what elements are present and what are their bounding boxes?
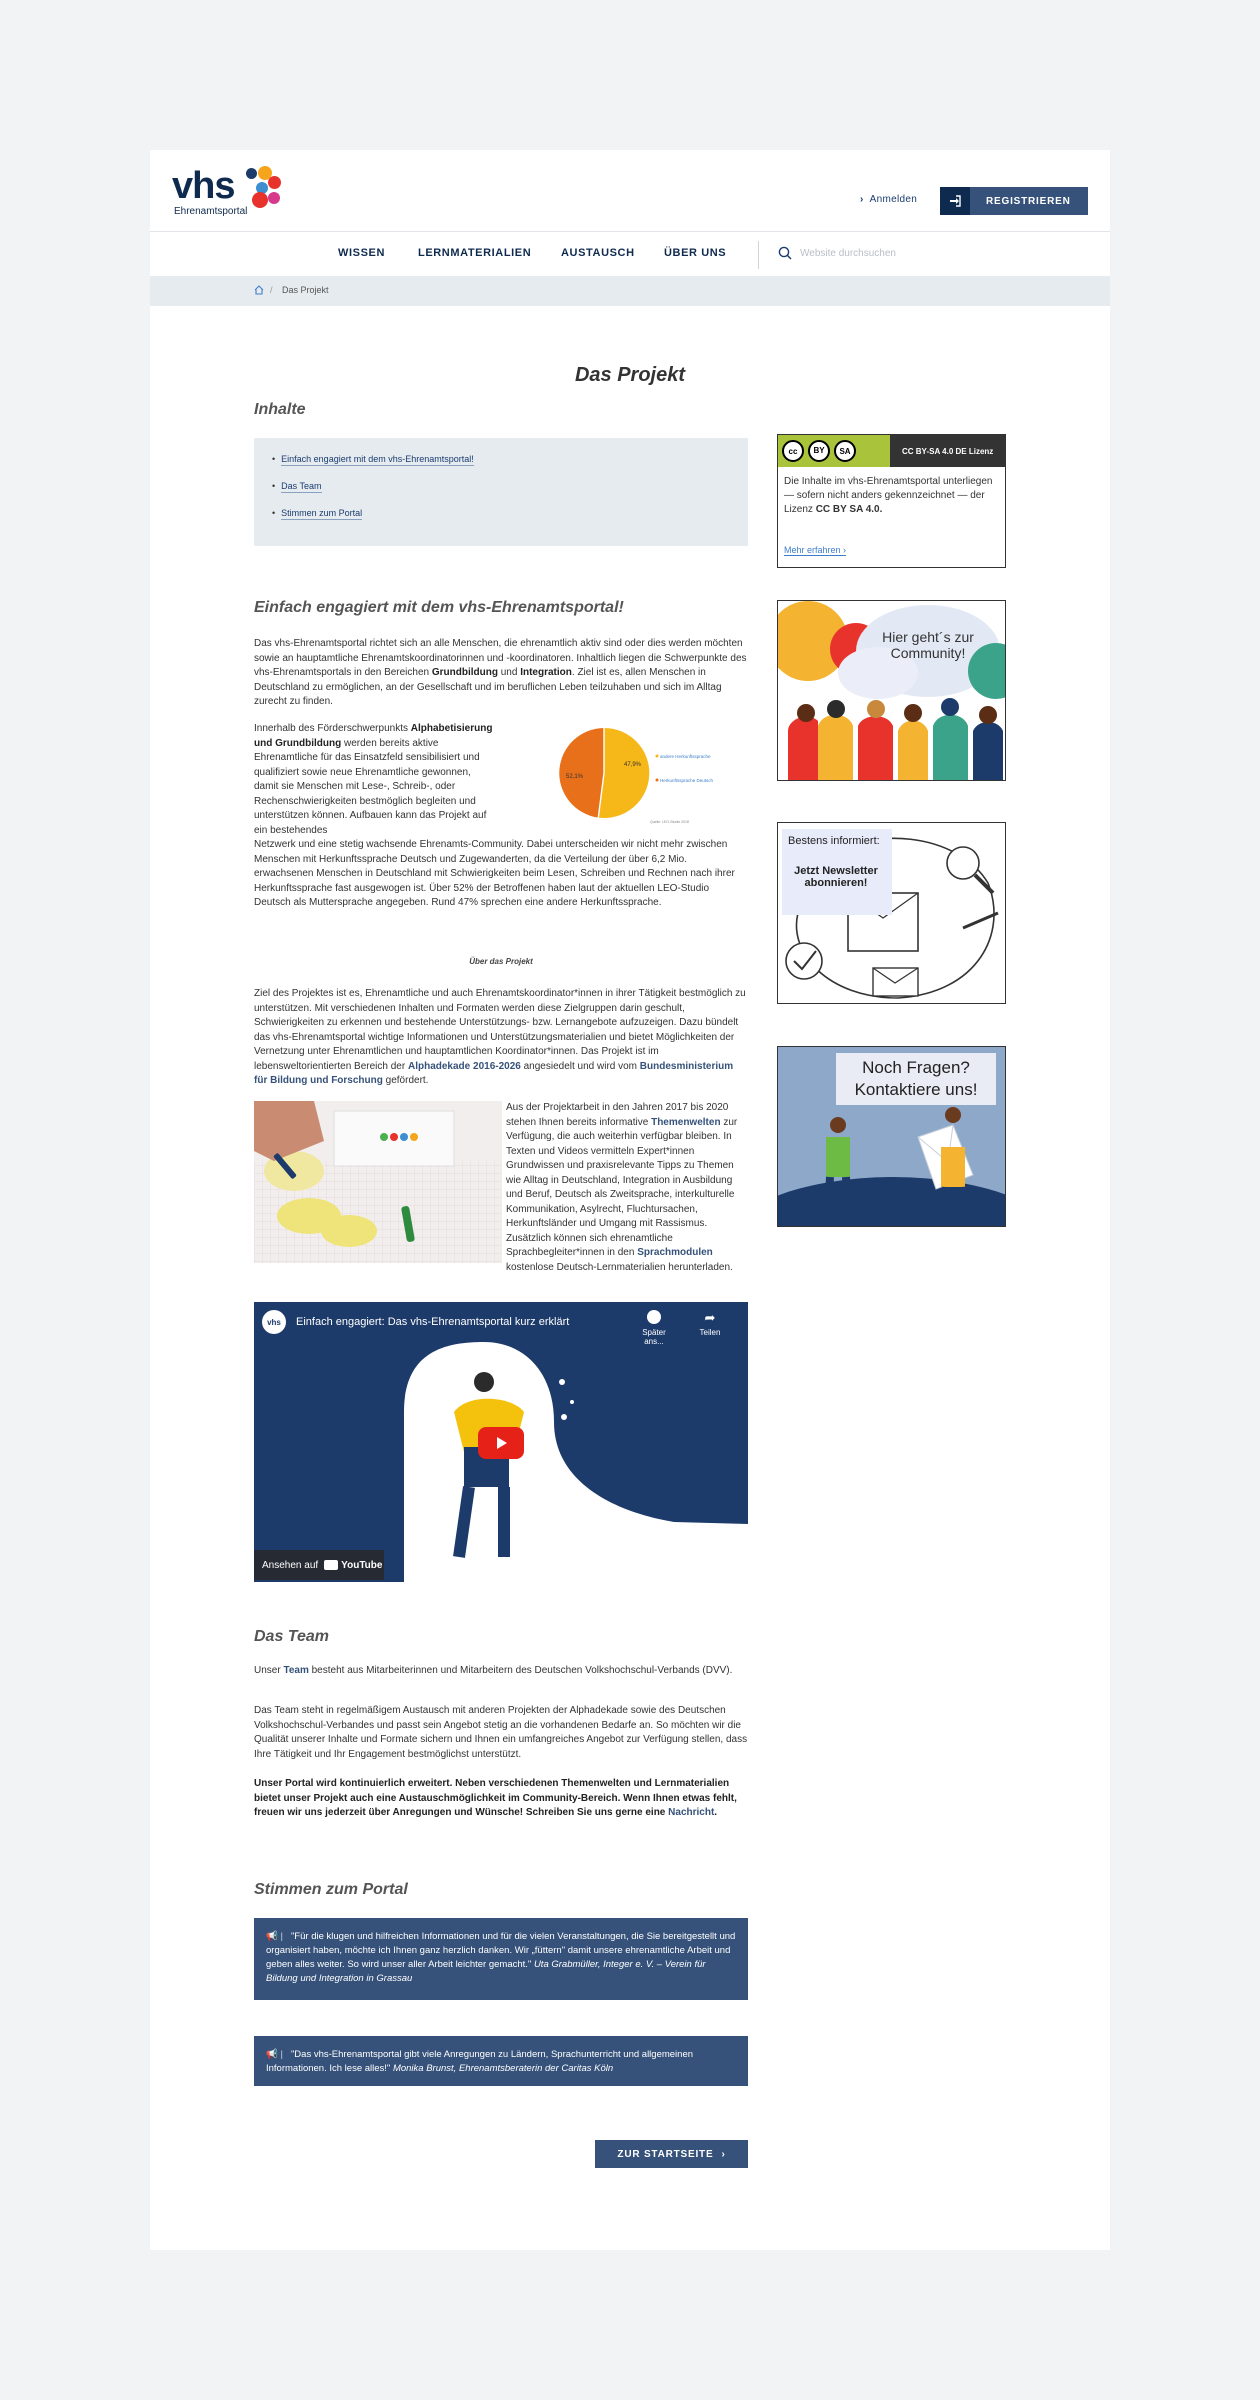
watch-later-button[interactable]: [634, 1310, 674, 1346]
toc-heading: Inhalte: [254, 401, 306, 418]
main-nav: [150, 233, 1110, 275]
toc-link-engagiert[interactable]: Einfach engagiert mit dem vhs-Ehrenamtsportal!: [281, 454, 474, 464]
login-link[interactable]: [860, 194, 917, 205]
by-label: BY: [813, 446, 825, 455]
community-illustration: [778, 601, 1006, 781]
pie-slice-deutsch: [559, 728, 604, 818]
register-label: REGISTRIEREN: [986, 195, 1071, 207]
text: Innerhalb des Förderschwerpunkts: [254, 723, 411, 734]
nav-item-ueber-uns[interactable]: ÜBER UNS: [664, 247, 727, 259]
testimonial-2: [254, 2036, 748, 2086]
community-label: Hier geht´s zur Community!: [882, 629, 974, 661]
text-bold: Integration: [520, 667, 572, 678]
logo-dot: [268, 176, 281, 189]
chevron-right-icon: ›: [721, 2148, 726, 2160]
register-button[interactable]: [940, 187, 1088, 215]
text: kostenlose Deutsch-Lernmaterialien herunterladen.: [506, 1261, 733, 1273]
logo-dot: [246, 168, 257, 179]
sprachmodule-link[interactable]: Sprachmodulen: [637, 1247, 713, 1258]
channel-avatar[interactable]: vhs: [262, 1310, 286, 1334]
grundbildung-paragraph: [254, 722, 496, 838]
newsletter-label-1: Bestens informiert:: [788, 835, 880, 847]
license-text: [778, 467, 1005, 517]
site-header: [150, 150, 1110, 232]
youtube-label: YouTube: [341, 1559, 383, 1571]
legend-marker: [656, 755, 659, 758]
search-icon[interactable]: [778, 246, 792, 260]
license-box: [777, 434, 1006, 568]
play-button[interactable]: [478, 1427, 524, 1459]
chart-source: Quelle: LEO-Studie 2018: [650, 820, 689, 824]
text: angesiedelt und wird vom: [520, 1060, 640, 1072]
toc-link-team[interactable]: Das Team: [281, 481, 322, 491]
video-embed[interactable]: [254, 1302, 748, 1582]
license-title: CC BY-SA 4.0 DE Lizenz: [902, 446, 994, 456]
more-label: Mehr erfahren: [784, 545, 841, 555]
text: und: [497, 667, 521, 678]
toc-item: [272, 454, 730, 464]
megaphone-icon: 📢 |: [266, 2049, 283, 2060]
video-title[interactable]: Einfach engagiert: Das vhs-Ehrenamtsportal kurz erklärt: [296, 1316, 570, 1328]
newsletter-label-2: Jetzt Newsletter abonnieren!: [794, 865, 878, 889]
message-link[interactable]: Nachricht: [668, 1807, 715, 1818]
toc-item: [272, 508, 730, 518]
share-label: Teilen: [699, 1328, 721, 1337]
quote-author: Uta Grabmüller, Integer e. V. – Verein für Bildung und Integration in Grassau: [266, 1959, 706, 1984]
newsletter-teaser[interactable]: [777, 822, 1006, 1004]
license-header: [778, 435, 1005, 467]
toc-item: [272, 481, 730, 491]
vhs-logo[interactable]: [172, 164, 302, 222]
home-icon[interactable]: [254, 285, 264, 295]
quote-text: "Das vhs-Ehrenamtsportal gibt viele Anregungen zu Ländern, Sprachunterricht und allgemeinen Informationen. Ich lese alles!": [266, 2049, 694, 2074]
breadcrumb-separator: /: [270, 285, 273, 295]
logo-dot: [268, 192, 280, 204]
toc-link-stimmen[interactable]: Stimmen zum Portal: [281, 508, 363, 518]
team-paragraph-2: Das Team steht in regelmäßigem Austausch mit anderen Projekten der Alphadekade sowie des Deutschen Volkshochschul-Verbandes und passt sein Angebot stetig an die vorhandenen Bedarfe an. So möchten wir die Qualität unserer Inhalte und Formate sichern und Ihnen ein umfangreiches Angebot zur Verfügung stellen, dass Ihre Tätigkeit und Ihr Engagement bestmöglichst unterstützt.: [254, 1705, 748, 1760]
contact-label: Noch Fragen? Kontaktiere uns!: [836, 1053, 996, 1105]
start-button-label: ZUR STARTSEITE: [617, 2148, 714, 2160]
page-title: Das Projekt: [574, 364, 686, 386]
legend-entry-andere: andere Herkunftssprache: [660, 754, 711, 759]
text: Unser Portal wird kontinuierlich erweitert. Neben verschiedenen Themenwelten und Lernmaterialien bietet unser Projekt auch eine Austauschmöglichkeit im Community-Bereich. Wenn Ihnen etwas fehlt, freuen wir uns jederzeit über Anregungen und Wünsche! Schreiben Sie uns gerne eine: [254, 1778, 737, 1818]
text: Unser: [254, 1665, 284, 1676]
logo-text: vhs: [172, 165, 235, 207]
text: gefördert.: [382, 1075, 429, 1086]
login-label: Anmelden: [869, 194, 918, 205]
section-heading-engagiert: Einfach engagiert mit dem vhs-Ehrenamtsportal!: [254, 599, 624, 616]
chevron-right-icon: ›: [860, 194, 864, 205]
text: . Ziel ist es, allen Menschen in Deutschland zu ermöglichen, an der Gesellschaft und im beruflichen Leben teilzuhaben und sich im Alltag zurecht zu finden.: [254, 667, 722, 707]
cc-icon: cc: [782, 440, 804, 462]
themenwelten-paragraph: [506, 1101, 748, 1275]
search-input[interactable]: [800, 243, 1080, 263]
nav-item-wissen[interactable]: WISSEN: [338, 247, 385, 259]
network-paragraph: Netzwerk und eine stetig wachsende Ehrenamts-Community. Dabei unterscheiden wir nicht mehr zwischen Menschen mit Herkunftssprache Deutsch und Zugewanderten, da die Verteilung der über 6,2 Mio. erwachsenen Menschen in Deutschland mit Schwierigkeiten beim Lesen, Schreiben und Rechnen nach ihrer Herkunftssprache fast ausgewogen ist. Über 52% der Betroffenen haben laut der aktuellen LEO-Studio Deutsch als Muttersprache angegeben. Rund 47% sprechen eine andere Herkunftssprache.: [254, 839, 735, 908]
language-pie-chart: [554, 718, 734, 828]
pie-slice-andere: [598, 728, 649, 818]
text: Das vhs-Ehrenamtsportal richtet sich an alle Menschen, die ehrenamtlich aktiv sind oder dies werden möchten sowie an hauptamtliche Ehrenamtskoordinatorinnen und -koordinatoren. Inhaltlich liegen die Schwerpunkte des vhs-Ehrenamtsportals in den Bereichen: [254, 638, 747, 678]
alphadekade-link[interactable]: Alphadekade 2016-2026: [407, 1060, 521, 1072]
logo-subtitle: Ehrenamtsportal: [174, 206, 248, 217]
intro-paragraph: [254, 637, 748, 710]
text: besteht aus Mitarbeiterinnen und Mitarbeitern des Deutschen Volkshochschul-Verbands (DVV).: [308, 1665, 733, 1676]
cc-badge: [778, 435, 890, 467]
back-to-home-button[interactable]: [595, 2140, 748, 2168]
share-icon: ➦: [704, 1310, 716, 1325]
breadcrumb: [150, 276, 1110, 306]
team-paragraph-1: [254, 1664, 748, 1679]
text-bold: CC BY SA 4.0.: [815, 504, 883, 515]
image-caption: Über das Projekt: [469, 957, 533, 966]
project-goal-paragraph: [254, 987, 748, 1089]
text-bold: Grundbildung: [431, 667, 498, 678]
login-icon: [940, 187, 970, 215]
sa-icon: SA: [834, 440, 856, 462]
themenwelten-link[interactable]: Themenwelten: [651, 1116, 721, 1128]
section-heading-team: Das Team: [254, 1628, 329, 1645]
pie-label-left: 52,1%: [566, 774, 584, 780]
team-link[interactable]: Team: [283, 1665, 309, 1676]
megaphone-icon: 📢 |: [266, 1931, 283, 1942]
nav-item-austausch[interactable]: AUSTAUSCH: [561, 247, 635, 259]
team-paragraph-3: [254, 1777, 748, 1821]
play-icon: [494, 1436, 508, 1450]
clock-icon: [647, 1310, 661, 1324]
bmbf-link[interactable]: Bundesministerium für Bildung und Forschung: [254, 1060, 734, 1086]
watch-later-label: Später ans...: [642, 1328, 666, 1346]
text-bold: Alphabetisierung und Grundbildung: [254, 723, 493, 749]
workshop-photo: [254, 1101, 502, 1263]
quote-author: Monika Brunst, Ehrenamtsberaterin der Caritas Köln: [392, 2063, 614, 2074]
legend-marker: [656, 779, 659, 782]
text: werden bereits aktive Ehrenamtliche für das Einsatzfeld sensibilisiert und qualifiziert sowie neue Ehrenamtliche gewonnen, damit sie Menschen mit Lese-, Schreib-, oder Rechenschwierigkeiten bestmöglich begleiten und unterstützen können. Aufbauen kann das Projekt auf ein bestehendes: [254, 737, 487, 836]
table-of-contents: [254, 438, 748, 546]
by-icon: [808, 440, 830, 462]
pie-svg: [554, 718, 734, 828]
logo-dot: [252, 192, 268, 208]
youtube-logo-icon: [324, 1560, 338, 1570]
text: .: [714, 1807, 718, 1818]
license-more-link[interactable]: Mehr erfahren ›: [784, 545, 847, 555]
page: [150, 150, 1110, 2250]
contact-teaser[interactable]: [777, 1046, 1006, 1227]
watch-on-youtube-button[interactable]: [254, 1550, 384, 1580]
watch-on-label: Ansehen auf: [262, 1559, 319, 1571]
section-heading-stimmen: Stimmen zum Portal: [254, 1881, 408, 1898]
pie-label-right: 47,9%: [624, 762, 642, 768]
nav-item-lernmaterialien[interactable]: LERNMATERIALIEN: [418, 247, 532, 259]
text: Die Inhalte im vhs-Ehrenamtsportal unterliegen — sofern nicht anders gekennzeichnet — der Lizenz: [784, 476, 993, 515]
quote-text: "Für die klugen und hilfreichen Informationen und für die vielen Veranstaltungen, die Sie bereitgestellt und organisiert haben, möchte ich Ihnen ganz herzlich danken. Wir „füttern" damit unsere ehrenamtliche Arbeit und geben alles weiter. So wird unser aller Arbeit leichter gemacht.": [266, 1931, 736, 1970]
share-button[interactable]: [692, 1310, 728, 1337]
testimonial-1: [254, 1918, 748, 2000]
text: Ziel des Projektes ist es, Ehrenamtliche und auch Ehrenamtskoordinator*innen in ihrer Tätigkeit bestmöglich zu unterstützen. Mit verschiedenen Inhalten und Formaten werden diese Zielgruppen darin geschult, Schwierigkeiten zu erkennen und bestehende Unterstützungs- bzw. Lernangebote aufzuzeigen. Dazu bündelt das vhs-Ehrenamtsportal wichtige Informationen und Unterstützungsmaterialien und bietet Möglichkeiten der Vernetzung unter Ehrenamtlichen und hauptamtlichen Koordinator*innen. Das Projekt ist im lebensweltorientierten Bereich der: [254, 988, 746, 1072]
text: Aus der Projektarbeit in den Jahren 2017 bis 2020 stehen Ihnen bereits informative: [506, 1102, 729, 1128]
breadcrumb-current: Das Projekt: [282, 285, 329, 295]
nav-divider: [758, 241, 759, 269]
text: zur Verfügung, die auch weiterhin verfügbar bleiben. In Texten und Videos vermitteln Expert*innen Grundwissen und praxisrelevante Tipps zu Themen wie Alltag in Deutschland, Integration in Ausbildung und Beruf, Deutsch als Zweitsprache, interkulturelle Kommunikation, Asylrecht, Fluchtursachen, Herkunftsländer und Umgang mit Rassismus. Zusätzlich können sich ehrenamtliche Sprachbegleiter*innen in den: [506, 1116, 738, 1258]
legend-entry-deutsch: Herkunftssprache Deutsch: [660, 778, 714, 783]
community-teaser[interactable]: [777, 600, 1006, 781]
